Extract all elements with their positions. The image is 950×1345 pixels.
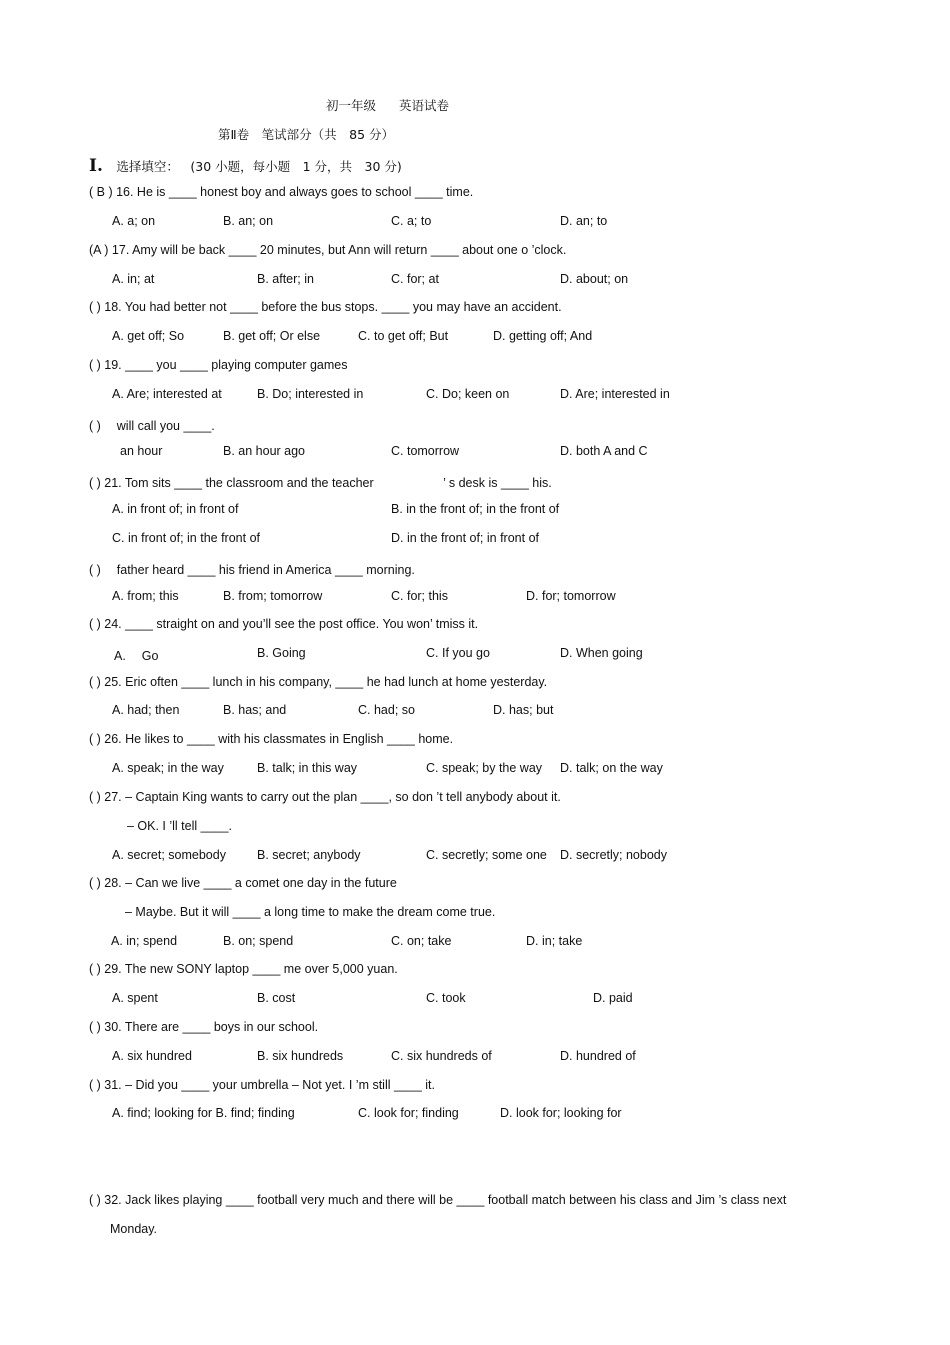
question-line: ( ) 30. There are ____ boys in our school. [89, 1020, 319, 1034]
answer-option: C. on; take [391, 934, 452, 948]
question-line: – OK. I ’ll tell ____. [127, 819, 232, 833]
answer-option: C. in front of; in the front of [112, 531, 260, 545]
answer-option: B. on; spend [223, 934, 294, 948]
answer-option: D. hundred of [560, 1049, 636, 1063]
answer-option: D. about; on [560, 272, 629, 286]
answer-option: D. paid [593, 991, 633, 1005]
answer-option: A. get off; So [112, 329, 185, 343]
question-line: ( ) 24. ____ straight on and you’ll see the post office. You won’ tmiss it. [89, 617, 479, 631]
question-line: (A ) 17. Amy will be back ____ 20 minutes, but Ann will return ____ about one o ’clock. [89, 243, 567, 257]
answer-option: A. in; spend [111, 934, 178, 948]
answer-option: A. find; looking for B. find; finding [112, 1106, 295, 1120]
answer-option: C. for; at [391, 272, 439, 286]
answer-option: C. look for; finding [358, 1106, 459, 1120]
answer-option: A. secret; somebody [112, 848, 226, 862]
question-line: ( ) 32. Jack likes playing ____ football very much and there will be ____ football match between his class and Jim ’s class next [89, 1193, 787, 1207]
answer-option: B. secret; anybody [257, 848, 361, 862]
answer-option: B. from; tomorrow [223, 589, 323, 603]
answer-option: C. took [426, 991, 466, 1005]
answer-option: B. has; and [223, 703, 287, 717]
answer-option: B. an hour ago [223, 444, 306, 458]
answer-option: B. Do; interested in [257, 387, 364, 401]
answer-option: D. in the front of; in front of [391, 531, 539, 545]
answer-option: D. both A and C [560, 444, 648, 458]
answer-option: D. Are; interested in [560, 387, 670, 401]
question-line: ( B ) 16. He is ____ honest boy and always goes to school ____ time. [89, 185, 474, 199]
answer-option: A. speak; in the way [112, 761, 224, 775]
answer-option: A. in; at [112, 272, 155, 286]
answer-option: D. getting off; And [493, 329, 593, 343]
answer-option: C. Do; keen on [426, 387, 510, 401]
question-line: – Maybe. But it will ____ a long time to make the dream come true. [125, 905, 496, 919]
question-line: ( ) 29. The new SONY laptop ____ me over 5,000 yuan. [89, 962, 398, 976]
question-line: ( ) 25. Eric often ____ lunch in his company, ____ he had lunch at home yesterday. [89, 675, 548, 689]
answer-option: C. had; so [358, 703, 415, 717]
question-line: ( ) 27. – Captain King wants to carry out the plan ____, so don ’t tell anybody about it. [89, 790, 561, 804]
question-line: ( ) 21. Tom sits ____ the classroom and the teacher ’ s desk is ____ his. [89, 476, 552, 490]
question-line: ( ) 31. – Did you ____ your umbrella – Not yet. I ’m still ____ it. [89, 1078, 435, 1092]
exam-grade: 初一年级 [326, 98, 377, 113]
answer-option: B. an; on [223, 214, 274, 228]
section-heading [89, 156, 402, 176]
answer-option: A. in front of; in front of [112, 502, 239, 516]
answer-option: C. If you go [426, 646, 490, 660]
answer-option: A. six hundred [112, 1049, 192, 1063]
answer-option: D. an; to [560, 214, 608, 228]
section-roman-numeral: I. [89, 156, 103, 176]
question-line: ( ) will call you ____. [89, 419, 215, 433]
answer-option: A. Go [114, 649, 159, 663]
answer-option: B. get off; Or else [223, 329, 321, 343]
answer-option: C. for; this [391, 589, 448, 603]
exam-part-title: 第Ⅱ卷 笔试部分（共 85 分） [218, 127, 395, 142]
answer-option: D. in; take [526, 934, 583, 948]
answer-option: A. Are; interested at [112, 387, 222, 401]
question-line: ( ) 26. He likes to ____ with his classmates in English ____ home. [89, 732, 454, 746]
answer-option: D. has; but [493, 703, 554, 717]
answer-option: B. talk; in this way [257, 761, 358, 775]
section-title: 选择填空： [116, 159, 179, 174]
answer-option: A. a; on [112, 214, 156, 228]
answer-option: B. Going [257, 646, 306, 660]
answer-option: D. look for; looking for [500, 1106, 622, 1120]
answer-option: B. cost [257, 991, 296, 1005]
question-line: ( ) 19. ____ you ____ playing computer games [89, 358, 348, 372]
answer-option: C. a; to [391, 214, 432, 228]
answer-option: D. When going [560, 646, 643, 660]
answer-option: C. secretly; some one [426, 848, 547, 862]
section-description: (30 小题，每小题 1 分，共 30 分) [190, 159, 402, 174]
answer-option: C. speak; by the way [426, 761, 543, 775]
question-line: ( ) 18. You had better not ____ before the bus stops. ____ you may have an accident. [89, 300, 562, 314]
answer-option: C. to get off; But [358, 329, 449, 343]
question-line: Monday. [110, 1222, 158, 1236]
answer-option: C. six hundreds of [391, 1049, 492, 1063]
answer-option: A. spent [112, 991, 158, 1005]
answer-option: D. secretly; nobody [560, 848, 667, 862]
answer-option: D. for; tomorrow [526, 589, 616, 603]
answer-option: A. from; this [112, 589, 179, 603]
answer-option: C. tomorrow [391, 444, 460, 458]
answer-option: B. six hundreds [257, 1049, 344, 1063]
answer-option: B. after; in [257, 272, 314, 286]
question-line: ( ) 28. – Can we live ____ a comet one day in the future [89, 876, 397, 890]
answer-option: D. talk; on the way [560, 761, 663, 775]
question-line: ( ) father heard ____ his friend in America ____ morning. [89, 563, 415, 577]
exam-subject: 英语试卷 [399, 98, 450, 113]
answer-option: an hour [120, 444, 163, 458]
answer-option: B. in the front of; in the front of [391, 502, 560, 516]
answer-option: A. had; then [112, 703, 180, 717]
